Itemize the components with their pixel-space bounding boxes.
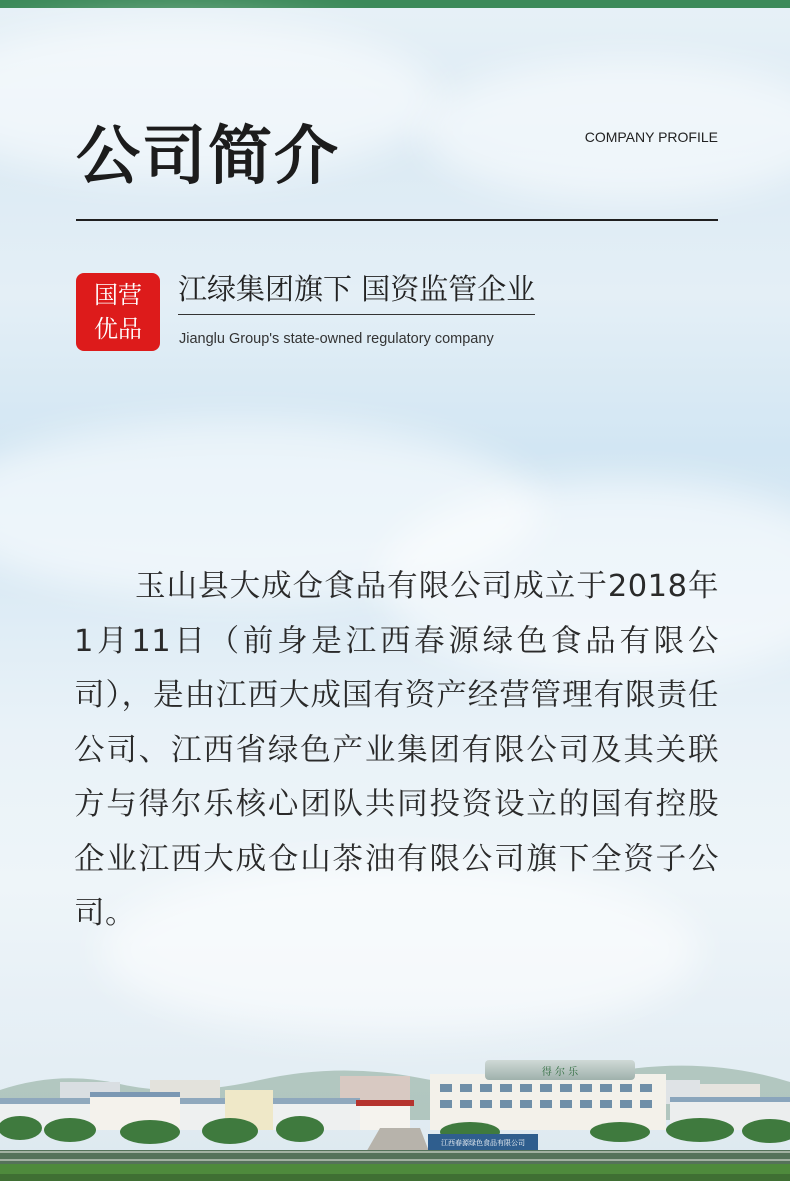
company-intro-paragraph: 玉山县大成仓食品有限公司成立于2018年1月11日（前身是江西春源绿色食品有限公司），是由江西大成国有资产经营管理有限责任公司、江西省绿色产业集团有限公司及其关联方与得尔乐核心团队共同投资设立的国有控股企业江西大成仓山茶油有限公司旗下全资子公司。 — [74, 569, 719, 931]
factory-roof-sign: 得 尔 乐 — [541, 1067, 579, 1078]
tagline-cn: 江绿集团旗下 国资监管企业 — [178, 270, 535, 315]
page-title: 公司简介 — [76, 120, 340, 194]
badge-line-1: 国营 — [94, 281, 142, 309]
state-quality-badge — [76, 273, 160, 351]
factory-gate-sign: 江西春源绿色食品有限公司 — [441, 1139, 525, 1147]
page-subtitle-en: COMPANY PROFILE — [584, 129, 718, 145]
tagline-en: Jianglu Group's state-owned regulatory company — [179, 331, 494, 347]
title-divider — [76, 219, 718, 221]
top-accent-bar — [0, 0, 790, 8]
factory-photo — [0, 1000, 790, 1181]
badge-line-2: 优品 — [94, 315, 142, 343]
